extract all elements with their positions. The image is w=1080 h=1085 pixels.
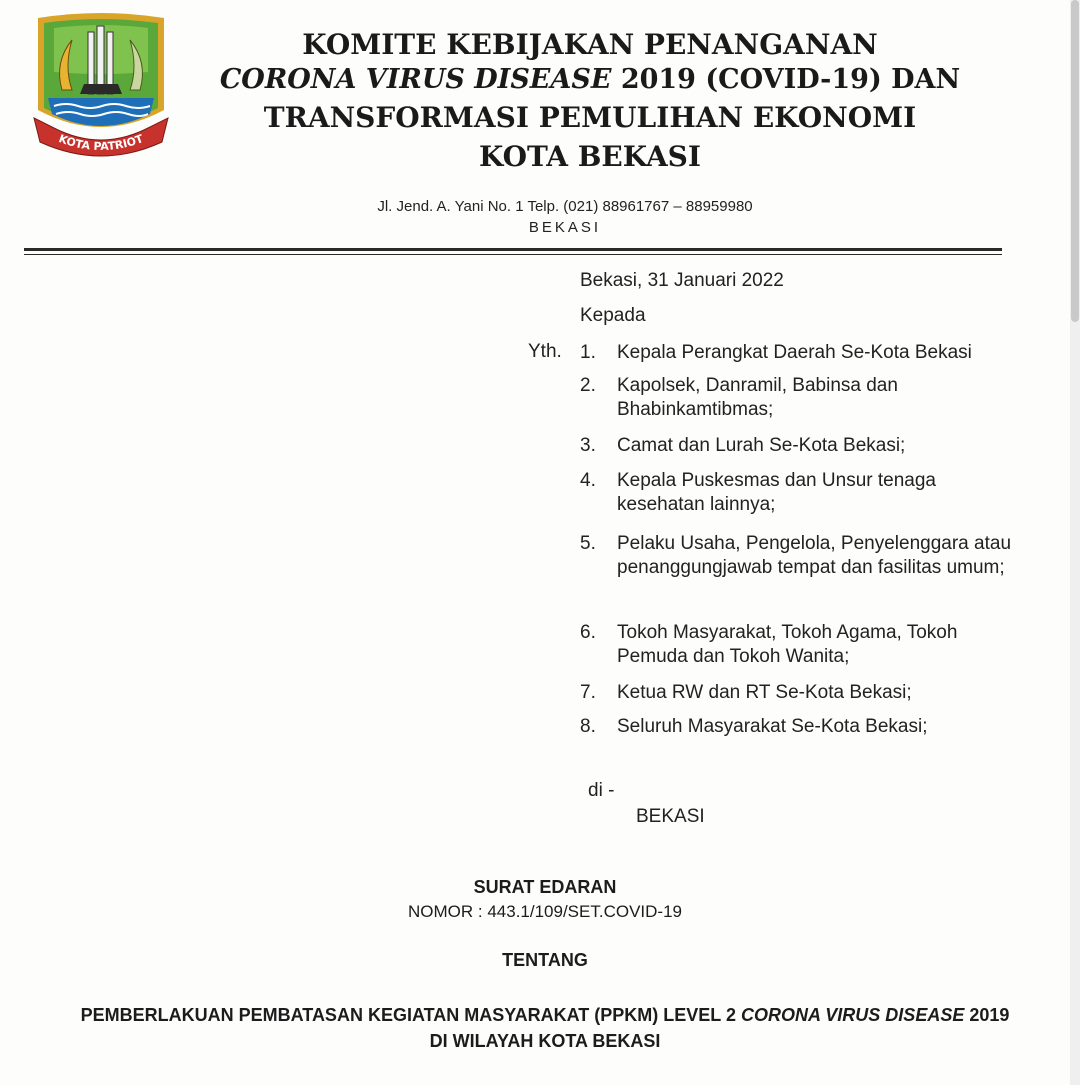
recipient-number: 1. [580,342,596,363]
subject-italic-1: CORONA VIRUS DISEASE [740,1005,965,1025]
recipient-number: 2. [580,375,596,396]
letter-date: Bekasi, 31 Januari 2022 [580,270,784,291]
recipient-text: Camat dan Lurah Se-Kota Bekasi; [617,435,906,456]
header-line-3: TRANSFORMASI PEMULIHAN EKONOMI [263,101,917,134]
recipient-number: 5. [580,533,596,554]
subject-part-2: 2019 DI WILAYAH KOTA BEKASI [429,1005,1010,1051]
kota-bekasi-emblem-icon [32,12,170,172]
recipient-text: Kepala Perangkat Daerah Se-Kota Bekasi [617,342,972,363]
header-divider-thick [24,248,1002,251]
recipient-number: 8. [580,716,596,737]
recipient-text: Pelaku Usaha, Pengelola, Penyelenggara atau penanggungjawab tempat dan fasilitas umum; [617,533,1012,578]
header-line-1: KOMITE KEBIJAKAN PENANGANAN [302,28,878,61]
circular-number: NOMOR : 443.1/109/SET.COVID-19 [408,902,682,921]
letter-to-label: Kepada [580,305,646,326]
letter-yth: Yth. [528,341,562,362]
header-city: BEKASI [528,219,602,236]
header-line-2 [180,64,1000,95]
header-address: Jl. Jend. A. Yani No. 1 Telp. (021) 88961767 – 88959980 [377,198,753,215]
header-line-2-rest: 2019 (COVID-19) DAN [611,64,961,95]
emblem-motto: KOTA PATRIOT [57,132,145,154]
recipient-number: 6. [580,622,596,643]
scrollbar-thumb[interactable] [1071,0,1079,322]
recipient-number: 7. [580,682,596,703]
circular-subject [80,1002,1010,1054]
recipient-text: Ketua RW dan RT Se-Kota Bekasi; [617,682,912,703]
header-line-4: KOTA BEKASI [478,140,701,173]
recipient-number: 3. [580,435,596,456]
recipient-number: 4. [580,470,596,491]
scrollbar-track[interactable] [1070,0,1080,1085]
letter-destination: BEKASI [636,806,705,827]
header-line-2-italic: CORONA VIRUS DISEASE [219,64,612,95]
header-divider-thin [24,254,1002,255]
recipient-text: Seluruh Masyarakat Se-Kota Bekasi; [617,716,928,737]
letter-di: di - [588,780,615,801]
recipient-text: Kapolsek, Danramil, Babinsa dan Bhabinkamtibmas; [617,375,898,420]
subject-part-1: PEMBERLAKUAN PEMBATASAN KEGIATAN MASYARAKAT (PPKM) LEVEL 2 [80,1005,741,1025]
recipient-text: Kepala Puskesmas dan Unsur tenaga kesehatan lainnya; [617,470,936,515]
recipient-text: Tokoh Masyarakat, Tokoh Agama, Tokoh Pemuda dan Tokoh Wanita; [617,622,958,667]
circular-about: TENTANG [502,950,588,970]
circular-title: SURAT EDARAN [473,877,617,897]
